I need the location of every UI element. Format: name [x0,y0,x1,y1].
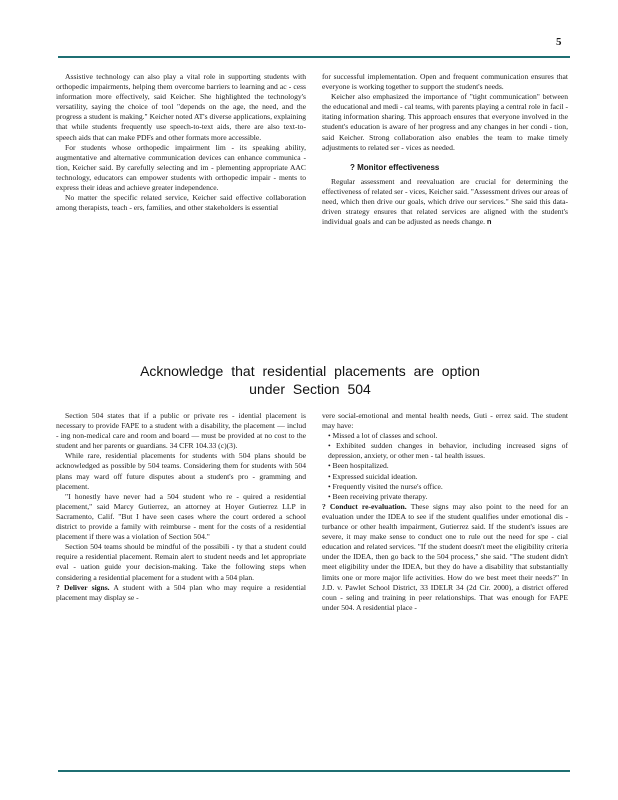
conduct-paragraph: ? Conduct re-evaluation. These signs may also point to the need for an evaluation under the IDEA to see if the student qualifies under emotional dis - turbance or other health impairment, Gutierrez said. If the student's issues are severe, it may make sense to conduct one to rule out the need for spe - cial education and related services. "If the student doesn't meet the eligibility criteria under the IDEA, then go back to the 504 process," she said. "The student didn't meet eligibility under the IDEA, but they do have a disability that substantially limits one or more major life activities. How do we best meet their needs?" In J.D. v. Pawlet School District, 33 IDELR 34 (2d Cir. 2000), a district offered coun - seling and training in peer relationships. That was enough for FAPE under 504. A residential place - [322,501,569,612]
section-title-line-1: Acknowledge that residential placements are option [140,363,480,379]
paragraph: For students whose orthopedic impairment lim - its speaking ability, augmentative and alternative communication devices can enhance communica - tion, Keicher said. By carefully selecting and im - plementing appropriate AAC technology, educators can empower students with orthopedic impair - ments to express their ideas and achieve greater independence. [56,142,306,193]
list-item: • Missed a lot of classes and school. [328,431,438,441]
paragraph: While rare, residential placements for students with 504 plans should be acknowledged as possible by 504 teams. Considering them for students with 504 plans may ward off future disputes about a student's pro - gramming and placement. [56,451,306,491]
list-item: • Been hospitalized. [328,461,389,471]
paragraph: vere social-emotional and mental health needs, Guti - errez said. The student may have: [322,411,568,431]
deliver-lead: ? Deliver signs. [56,582,110,592]
paragraph: Section 504 states that if a public or private res - idential placement is necessary to provide FAPE to a student with a disability, the placement — includ - ing non-medical care and room and board — must be provided at no cost to the student and her parents or guardians. 34 CFR 104.33 (c)(3). [56,411,306,451]
bottom-rule [58,770,570,772]
top-rule [58,56,570,58]
paragraph: Assistive technology can also play a vital role in supporting students with orthopedic impairments, helping them overcome barriers to learning and ac - cess information more effectively, said Keicher. She highlighted the technology's versatility, saying the choice of tool "depends on the age, the need, and the progress a student is making." Keicher noted AT's diverse applications, explaining that while students frequently use speech-to-text aids, there are also text-to-speech aids that can make PDFs and other formats more accessible. [56,72,306,142]
page-number: 5 [556,36,562,48]
paragraph: Section 504 teams should be mindful of the possibili - ty that a student could require a residential placement. Remain alert to student needs and let appropriate eval - uation guide your decision-making. Take the following steps when considering a residential placement for a student with a 504 plan. [56,542,306,582]
list-item: • Expressed suicidal ideation. [328,471,418,481]
top-column-right [322,72,568,227]
conduct-lead: ? Conduct re-evaluation. [322,501,407,511]
deliver-paragraph: ? Deliver signs. A student with a 504 plan who may require a residential placement may display se - [56,582,306,602]
paragraph: No matter the specific related service, Keicher said effective collaboration among therapists, teach - ers, families, and other stakeholders is essential [56,193,306,213]
paragraph: Keicher also emphasized the importance of "tight communication" between the educational and medi - cal teams, with parents playing a central role in facil - itating information sharing. This approach ensures that everyone involved in the student's education is aware of her progress and any changes in her condi - tion, said Keicher. Strong collaboration also enables the team to make timely adjustments to related ser - vices as needed. [322,92,568,152]
section-title-line-2: under Section 504 [249,381,371,397]
list-item: • Frequently visited the nurse's office. [328,481,443,491]
bottom-column-right [322,411,568,613]
monitor-heading: ? Monitor effectiveness [350,162,440,172]
top-column-left [56,72,306,213]
list-item: • Exhibited sudden changes in behavior, including increased signs of depression, anxiety, or other men - tal health issues. [328,441,568,461]
paragraph: for successful implementation. Open and frequent communication ensures that everyone is working together to support the student's needs. [322,72,568,92]
monitor-paragraph: Regular assessment and reevaluation are crucial for determining the effectiveness of related ser - vices, Keicher said. "Assessment drives our areas of need, which then drive our goals, which drive our services." She said this data-driven strategy ensures that related services are aligned with the student's individual goals and can be adjusted as needs change. n [322,176,568,227]
end-mark: n [486,217,492,227]
list-item: • Been receiving private therapy. [328,491,428,501]
bottom-column-left [56,411,306,603]
paragraph: "I honestly have never had a 504 student who re - quired a residential placement," said Marcy Gutierrez, an attorney at Hoyer Gutierrez LLP in Sacramento, Calif. "But I have seen cases where the court ordered a school district to provide a family with reimburse - ment for the costs of a residential placement if there was a violation of Section 504." [56,491,306,542]
section-title [60,362,560,398]
